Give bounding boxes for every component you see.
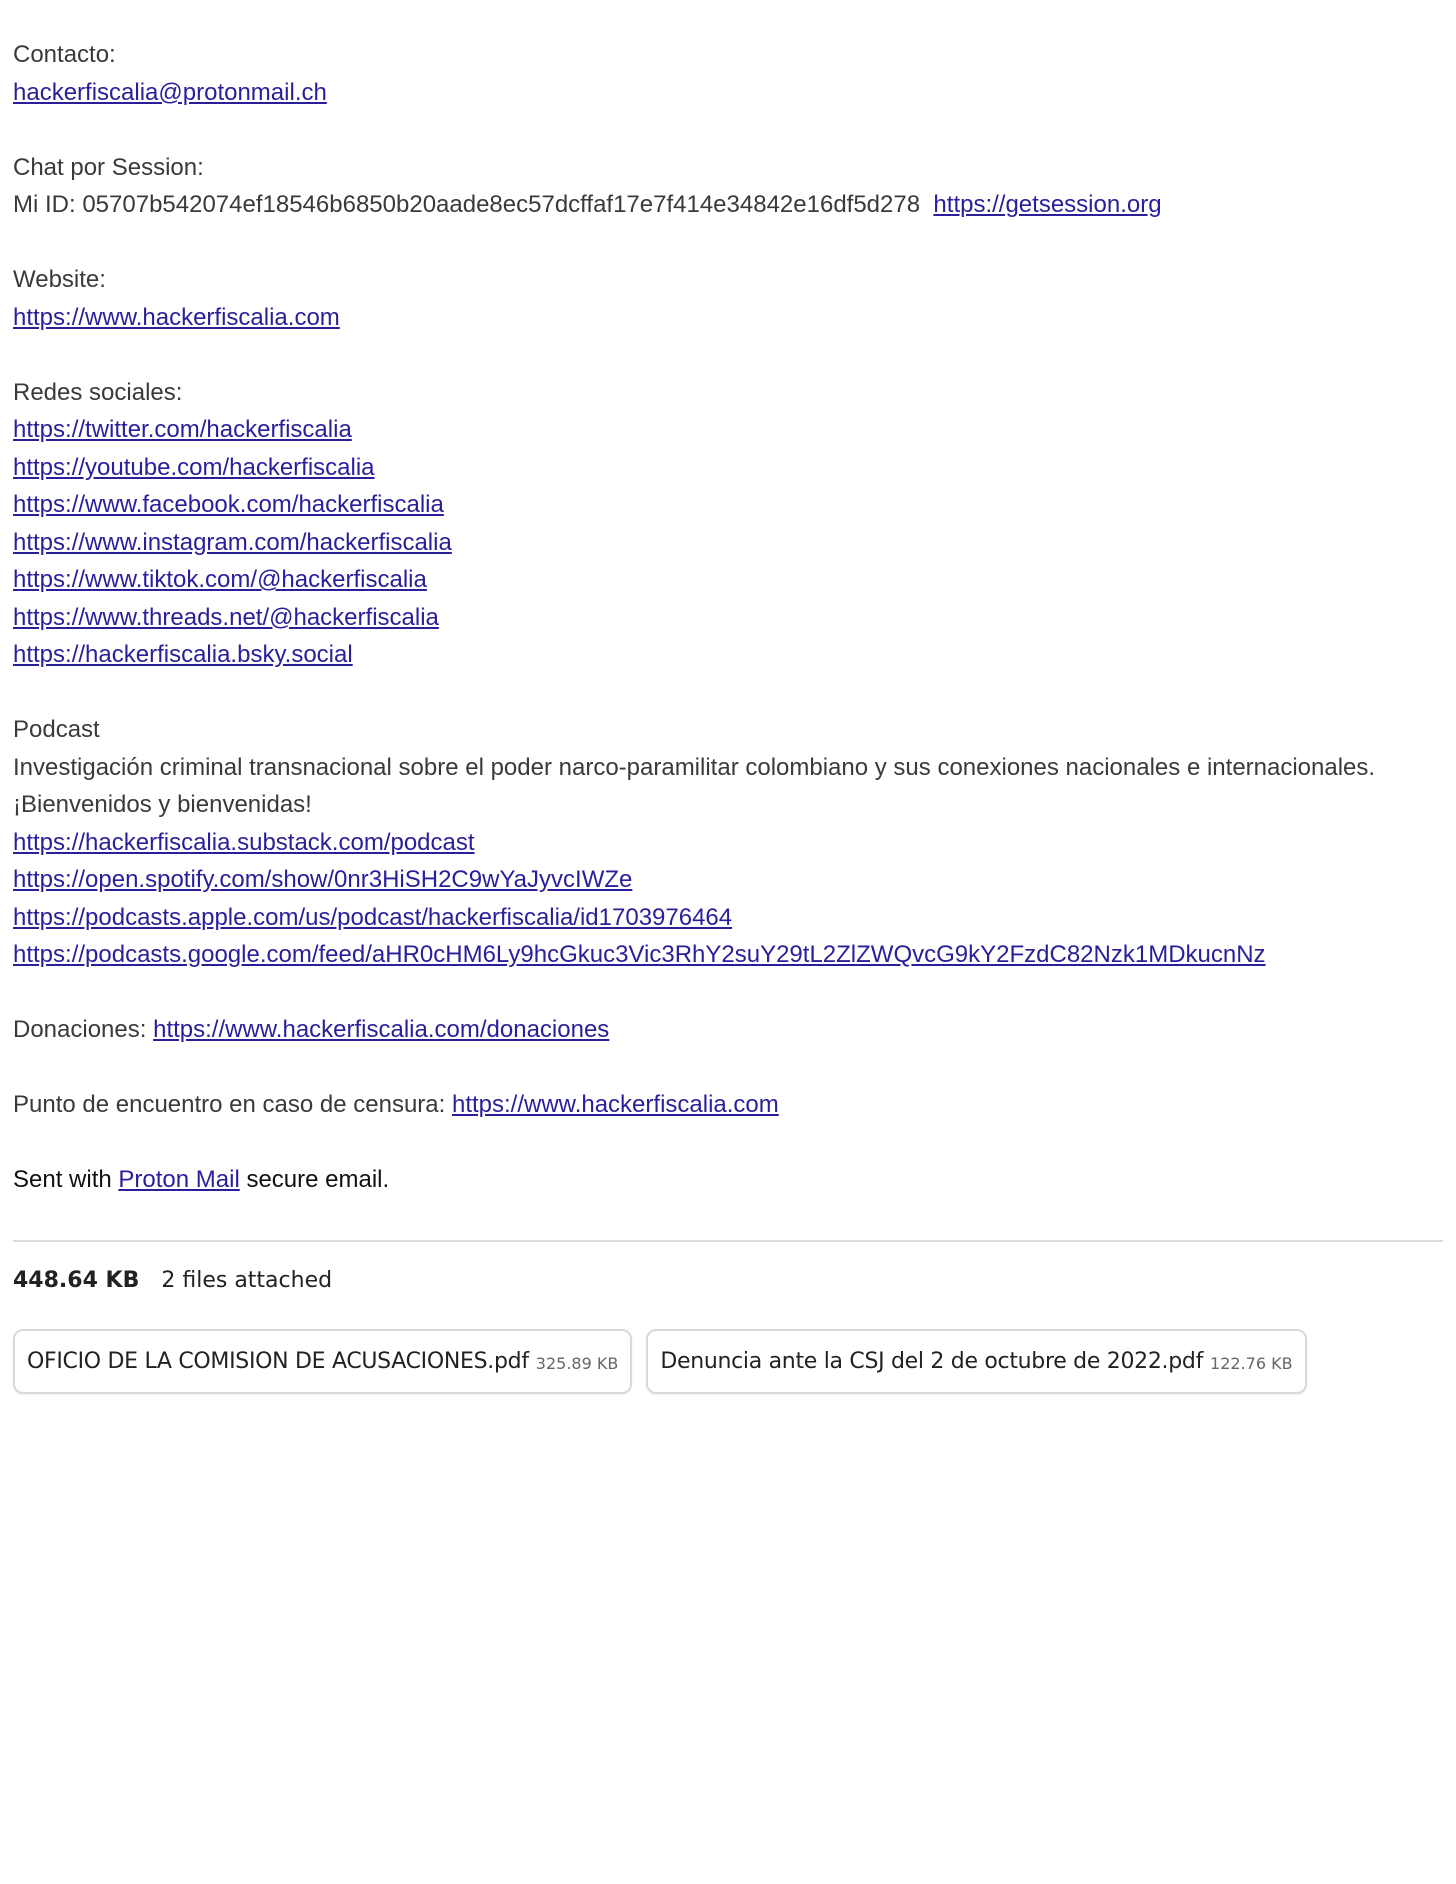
censorship-link[interactable]: https://www.hackerfiscalia.com: [451, 1091, 779, 1118]
session-link[interactable]: https://getsession.org: [933, 191, 1162, 218]
attachments-count: 2 files attached: [161, 1268, 333, 1293]
podcast-link-spotify[interactable]: https://open.spotify.com/show/0nr3HiSH2C9wYaJyvcIWZe: [13, 866, 633, 893]
attachments-divider: [13, 1240, 1443, 1242]
signature: [13, 1161, 1443, 1199]
podcast-label: Podcast: [13, 716, 100, 743]
contact-email-link[interactable]: hackerfiscalia@protonmail.ch: [13, 78, 327, 106]
attachments-header: [13, 1268, 332, 1293]
social-link-bluesky[interactable]: https://hackerfiscalia.bsky.social: [13, 641, 353, 668]
donations-link[interactable]: https://www.hackerfiscalia.com/donaciones: [153, 1016, 610, 1043]
proton-mail-link[interactable]: Proton Mail: [118, 1166, 240, 1193]
contact-label: Contacto:: [13, 41, 116, 68]
session-id-text: Mi ID: 05707b542074ef18546b6850b20aade8ec57dcffaf17e7f414e34842e16df5d278: [13, 191, 921, 218]
signature-prefix: Sent with: [13, 1166, 112, 1193]
podcast-link-substack[interactable]: https://hackerfiscalia.substack.com/podcast: [13, 828, 475, 856]
email-body: [13, 36, 1443, 1199]
website-label: Website:: [13, 266, 106, 293]
attachment-item[interactable]: [13, 1329, 632, 1394]
podcast-description: Investigación criminal transnacional sobre el poder narco-paramilitar colombiano y sus conexiones nacionales e internacionales.: [13, 753, 1376, 781]
social-link-tiktok[interactable]: https://www.tiktok.com/@hackerfiscalia: [13, 566, 427, 593]
social-link-youtube[interactable]: https://youtube.com/hackerfiscalia: [13, 453, 375, 481]
attachments-total-size: 448.64 KB: [13, 1268, 140, 1293]
social-link-instagram[interactable]: https://www.instagram.com/hackerfiscalia: [13, 528, 452, 556]
social-link-threads[interactable]: https://www.threads.net/@hackerfiscalia: [13, 603, 439, 631]
social-link-facebook[interactable]: https://www.facebook.com/hackerfiscalia: [13, 491, 444, 518]
podcast-welcome: ¡Bienvenidos y bienvenidas!: [13, 791, 312, 818]
donations-label: Donaciones:: [13, 1016, 147, 1043]
podcast-link-apple[interactable]: https://podcasts.apple.com/us/podcast/hackerfiscalia/id1703976464: [13, 903, 733, 931]
social-link-twitter[interactable]: https://twitter.com/hackerfiscalia: [13, 416, 352, 443]
attachment-item[interactable]: [646, 1329, 1306, 1394]
session-label: Chat por Session:: [13, 153, 204, 181]
attachment-name: Denuncia ante la CSJ del 2 de octubre de 2022.pdf: [660, 1349, 1204, 1374]
attachments-list: [13, 1329, 1307, 1394]
signature-suffix: secure email.: [246, 1166, 390, 1193]
attachment-size: 122.76 KB: [1210, 1353, 1293, 1373]
podcast-link-google[interactable]: https://podcasts.google.com/feed/aHR0cHM6Ly9hcGkuc3Vic3RhY2suY29tL2ZlZWQvcG9kY2FzdC82Nzk1MDkucnNz: [13, 941, 1266, 968]
censorship-label: Punto de encuentro en caso de censura:: [13, 1091, 446, 1118]
website-link[interactable]: https://www.hackerfiscalia.com: [13, 303, 340, 331]
social-label: Redes sociales:: [13, 378, 183, 406]
attachment-name: OFICIO DE LA COMISION DE ACUSACIONES.pdf: [27, 1349, 529, 1374]
attachment-size: 325.89 KB: [535, 1353, 619, 1373]
